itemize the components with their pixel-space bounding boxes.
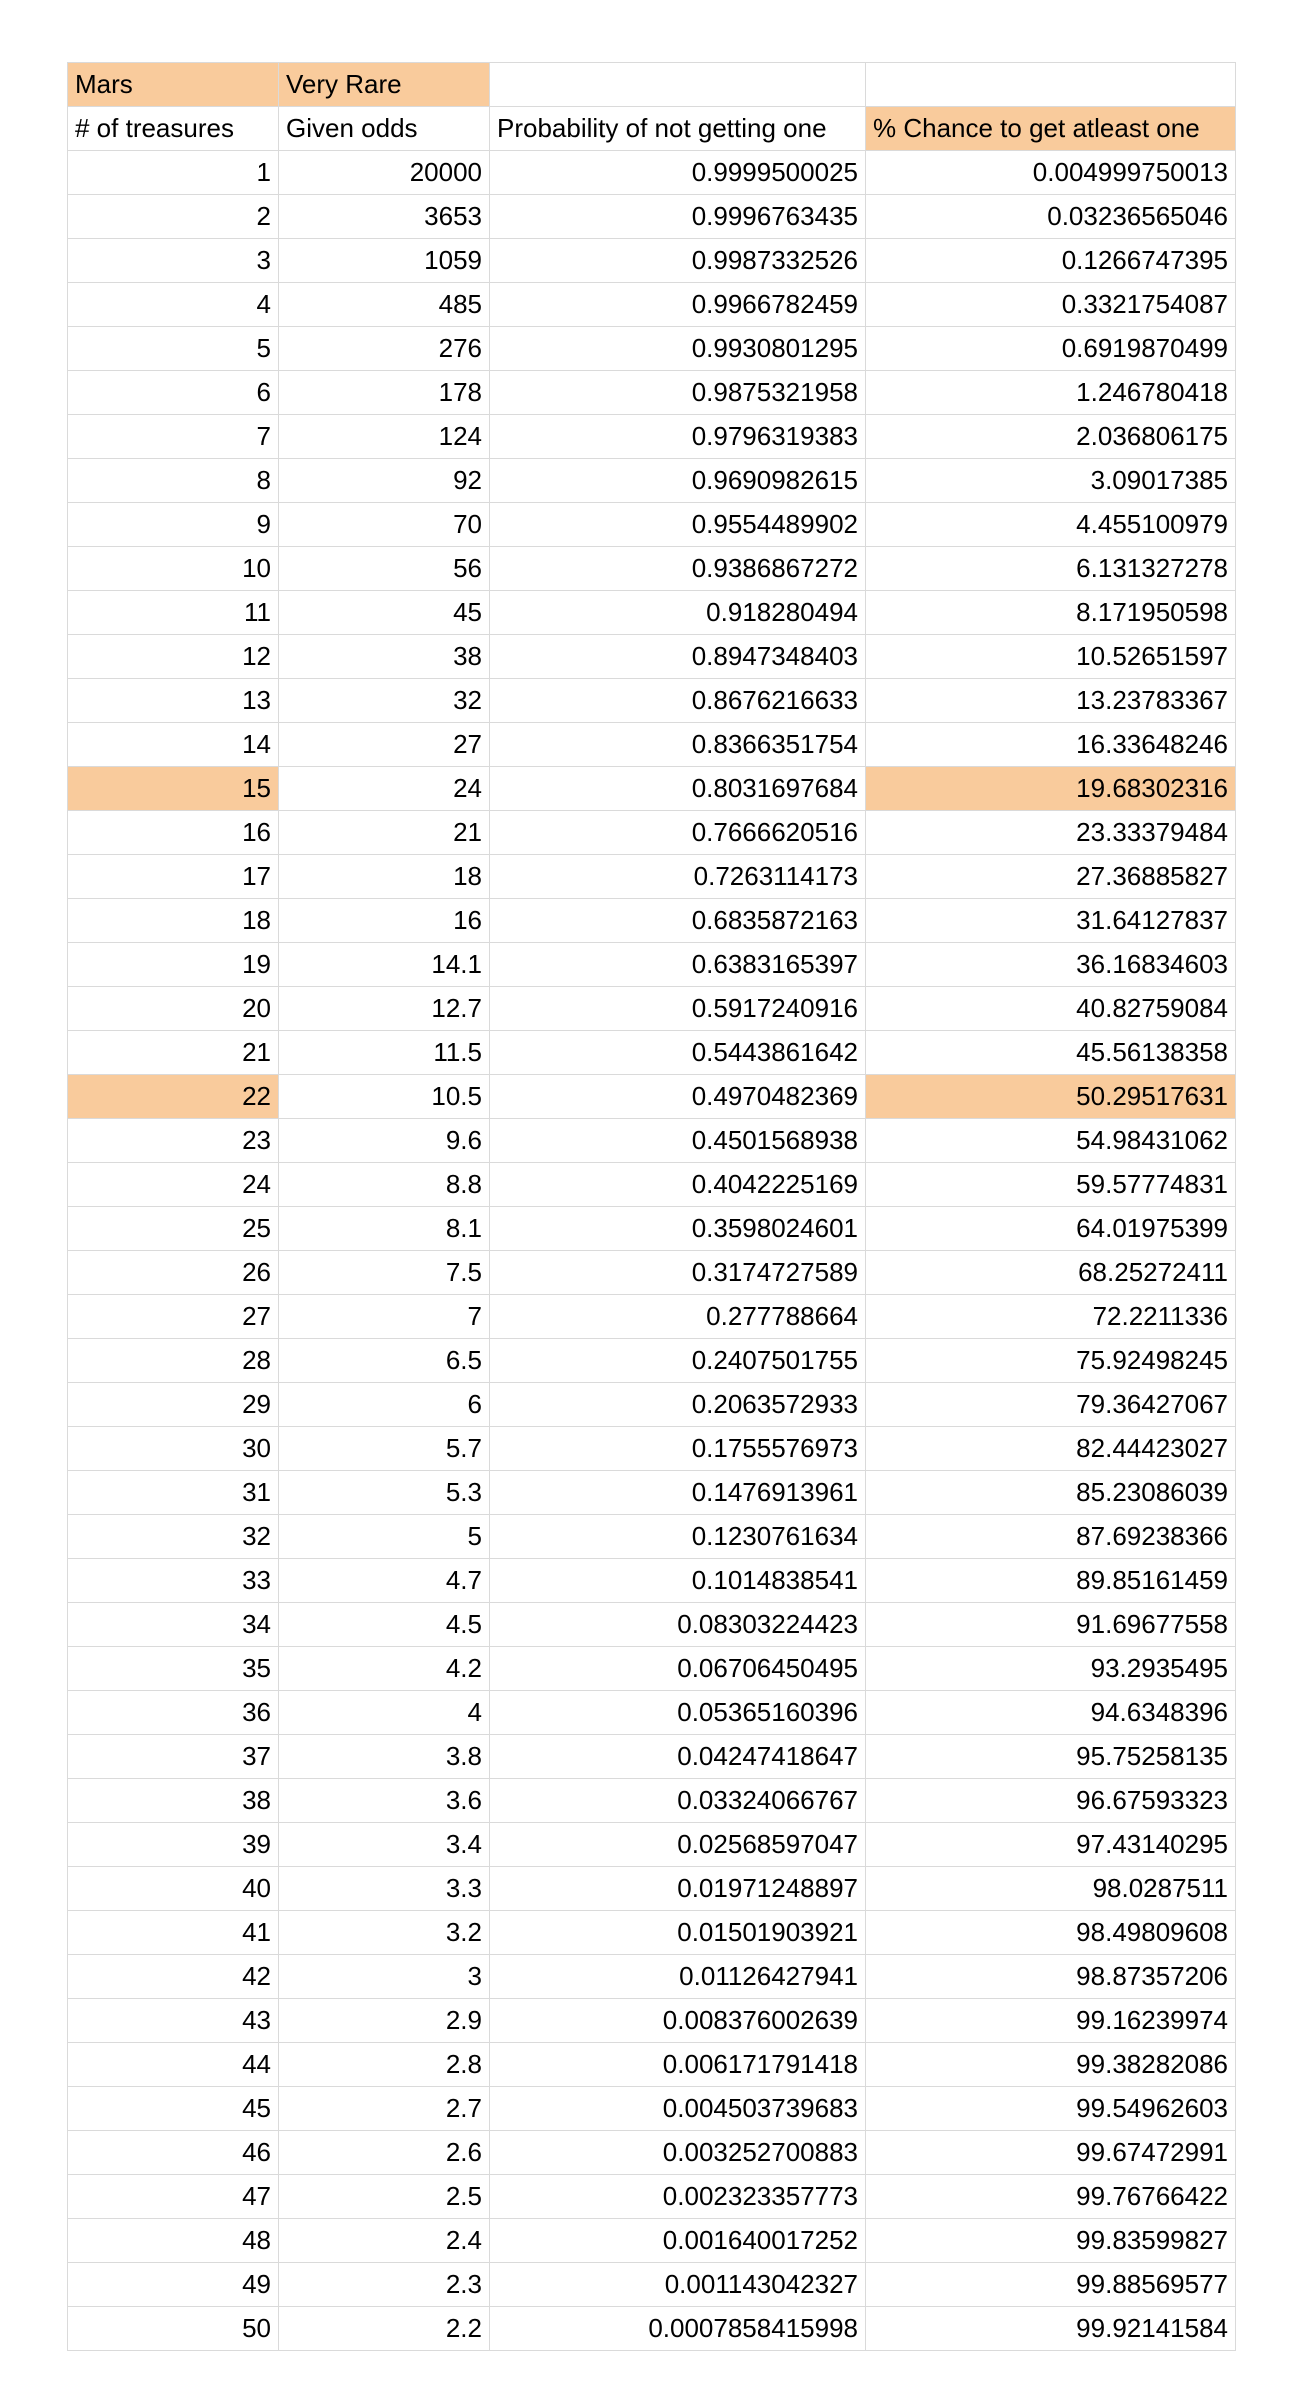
cell-prob-not-getting[interactable]: 0.918280494	[490, 591, 866, 635]
cell-prob-not-getting[interactable]: 0.9875321958	[490, 371, 866, 415]
cell-prob-not-getting[interactable]: 0.001640017252	[490, 2219, 866, 2263]
cell-treasure-count[interactable]: 23	[68, 1119, 279, 1163]
cell-prob-not-getting[interactable]: 0.7666620516	[490, 811, 866, 855]
table-row	[68, 371, 1236, 415]
cell-given-odds[interactable]: 485	[279, 283, 490, 327]
cell-chance-atleast-one[interactable]: 91.69677558	[866, 1603, 1236, 1647]
cell-chance-atleast-one[interactable]: 99.92141584	[866, 2307, 1236, 2351]
table-row	[68, 635, 1236, 679]
cell-chance-atleast-one[interactable]: 87.69238366	[866, 1515, 1236, 1559]
cell-chance-atleast-one[interactable]: 23.33379484	[866, 811, 1236, 855]
spreadsheet-grid	[67, 62, 1236, 2351]
cell-treasure-count[interactable]: 22	[68, 1075, 279, 1119]
cell-chance-atleast-one[interactable]: 4.455100979	[866, 503, 1236, 547]
cell-given-odds[interactable]: 2.4	[279, 2219, 490, 2263]
table-row	[68, 2175, 1236, 2219]
cell-prob-not-getting[interactable]: 0.06706450495	[490, 1647, 866, 1691]
spreadsheet-body	[68, 63, 1236, 2351]
cell-given-odds[interactable]: 92	[279, 459, 490, 503]
cell-given-odds[interactable]: 7.5	[279, 1251, 490, 1295]
table-row	[68, 2087, 1236, 2131]
header-cell-prob-not-getting[interactable]: Probability of not getting one	[490, 107, 866, 151]
cell-chance-atleast-one[interactable]: 99.16239974	[866, 1999, 1236, 2043]
table-row	[68, 1471, 1236, 1515]
cell-prob-not-getting[interactable]: 0.3174727589	[490, 1251, 866, 1295]
cell-prob-not-getting[interactable]: 0.4042225169	[490, 1163, 866, 1207]
cell-given-odds[interactable]: 4	[279, 1691, 490, 1735]
cell-chance-atleast-one[interactable]: 0.1266747395	[866, 239, 1236, 283]
cell-prob-not-getting[interactable]: 0.001143042327	[490, 2263, 866, 2307]
cell-treasure-count[interactable]: 11	[68, 591, 279, 635]
cell-prob-not-getting[interactable]: 0.6383165397	[490, 943, 866, 987]
cell-given-odds[interactable]: 2.8	[279, 2043, 490, 2087]
cell-prob-not-getting[interactable]: 0.4970482369	[490, 1075, 866, 1119]
cell-prob-not-getting[interactable]: 0.01971248897	[490, 1867, 866, 1911]
cell-chance-atleast-one[interactable]: 93.2935495	[866, 1647, 1236, 1691]
cell-chance-atleast-one[interactable]: 6.131327278	[866, 547, 1236, 591]
cell-chance-atleast-one[interactable]: 85.23086039	[866, 1471, 1236, 1515]
cell-treasure-count[interactable]: 40	[68, 1867, 279, 1911]
cell-treasure-count[interactable]: 5	[68, 327, 279, 371]
table-row	[68, 1075, 1236, 1119]
cell-planet-name[interactable]: Mars	[68, 63, 279, 107]
cell-prob-not-getting[interactable]: 0.3598024601	[490, 1207, 866, 1251]
table-row	[68, 943, 1236, 987]
cell-prob-not-getting[interactable]: 0.002323357773	[490, 2175, 866, 2219]
table-row	[68, 1735, 1236, 1779]
table-row	[68, 1867, 1236, 1911]
cell-treasure-count[interactable]: 6	[68, 371, 279, 415]
cell-treasure-count[interactable]: 31	[68, 1471, 279, 1515]
cell-given-odds[interactable]: 2.9	[279, 1999, 490, 2043]
cell-chance-atleast-one[interactable]: 94.6348396	[866, 1691, 1236, 1735]
cell-chance-atleast-one[interactable]: 95.75258135	[866, 1735, 1236, 1779]
cell-chance-atleast-one[interactable]: 99.88569577	[866, 2263, 1236, 2307]
cell-given-odds[interactable]: 24	[279, 767, 490, 811]
cell-treasure-count[interactable]: 33	[68, 1559, 279, 1603]
cell-given-odds[interactable]: 2.5	[279, 2175, 490, 2219]
cell-prob-not-getting[interactable]: 0.01501903921	[490, 1911, 866, 1955]
cell-prob-not-getting[interactable]: 0.1476913961	[490, 1471, 866, 1515]
cell-treasure-count[interactable]: 44	[68, 2043, 279, 2087]
cell-given-odds[interactable]: 276	[279, 327, 490, 371]
cell-treasure-count[interactable]: 4	[68, 283, 279, 327]
table-row	[68, 987, 1236, 1031]
table-row	[68, 1295, 1236, 1339]
header-cell-chance-atleast-one[interactable]: % Chance to get atleast one	[866, 107, 1236, 151]
cell-prob-not-getting[interactable]: 0.1014838541	[490, 1559, 866, 1603]
cell-prob-not-getting[interactable]: 0.008376002639	[490, 1999, 866, 2043]
cell-given-odds[interactable]: 14.1	[279, 943, 490, 987]
cell-treasure-count[interactable]: 28	[68, 1339, 279, 1383]
table-row	[68, 1911, 1236, 1955]
cell-treasure-count[interactable]: 10	[68, 547, 279, 591]
cell-treasure-count[interactable]: 50	[68, 2307, 279, 2351]
cell-treasure-count[interactable]: 37	[68, 1735, 279, 1779]
table-row	[68, 547, 1236, 591]
cell-chance-atleast-one[interactable]: 96.67593323	[866, 1779, 1236, 1823]
cell-prob-not-getting[interactable]: 0.8366351754	[490, 723, 866, 767]
table-row	[68, 283, 1236, 327]
cell-prob-not-getting[interactable]: 0.04247418647	[490, 1735, 866, 1779]
cell-chance-atleast-one[interactable]: 45.56138358	[866, 1031, 1236, 1075]
cell-given-odds[interactable]: 8.1	[279, 1207, 490, 1251]
cell-given-odds[interactable]: 45	[279, 591, 490, 635]
table-row	[68, 1647, 1236, 1691]
table-row	[68, 2131, 1236, 2175]
table-row	[68, 2219, 1236, 2263]
cell-treasure-count[interactable]: 27	[68, 1295, 279, 1339]
cell-prob-not-getting[interactable]: 0.9996763435	[490, 195, 866, 239]
cell-prob-not-getting[interactable]: 0.4501568938	[490, 1119, 866, 1163]
cell-given-odds[interactable]: 32	[279, 679, 490, 723]
cell-chance-atleast-one[interactable]: 99.54962603	[866, 2087, 1236, 2131]
cell-treasure-count[interactable]: 25	[68, 1207, 279, 1251]
cell-treasure-count[interactable]: 21	[68, 1031, 279, 1075]
table-row	[68, 1691, 1236, 1735]
header-cell-given-odds[interactable]: Given odds	[279, 107, 490, 151]
cell-given-odds[interactable]: 56	[279, 547, 490, 591]
cell-prob-not-getting[interactable]: 0.1755576973	[490, 1427, 866, 1471]
cell-given-odds[interactable]: 11.5	[279, 1031, 490, 1075]
cell-prob-not-getting[interactable]: 0.02568597047	[490, 1823, 866, 1867]
cell-given-odds[interactable]: 5	[279, 1515, 490, 1559]
cell-chance-atleast-one[interactable]: 13.23783367	[866, 679, 1236, 723]
cell-treasure-count[interactable]: 20	[68, 987, 279, 1031]
cell-chance-atleast-one[interactable]: 3.09017385	[866, 459, 1236, 503]
cell-rarity[interactable]: Very Rare	[279, 63, 490, 107]
cell-chance-atleast-one[interactable]: 0.6919870499	[866, 327, 1236, 371]
title-row	[68, 63, 1236, 107]
table-row	[68, 1603, 1236, 1647]
cell-prob-not-getting[interactable]: 0.9796319383	[490, 415, 866, 459]
cell-given-odds[interactable]: 2.7	[279, 2087, 490, 2131]
cell-chance-atleast-one[interactable]: 0.3321754087	[866, 283, 1236, 327]
cell-treasure-count[interactable]: 14	[68, 723, 279, 767]
cell-chance-atleast-one[interactable]: 54.98431062	[866, 1119, 1236, 1163]
header-cell-treasures[interactable]: # of treasures	[68, 107, 279, 151]
table-row	[68, 415, 1236, 459]
cell-chance-atleast-one[interactable]: 16.33648246	[866, 723, 1236, 767]
table-row	[68, 2307, 1236, 2351]
table-row	[68, 723, 1236, 767]
cell-treasure-count[interactable]: 16	[68, 811, 279, 855]
table-row	[68, 1823, 1236, 1867]
cell-given-odds[interactable]: 18	[279, 855, 490, 899]
cell-treasure-count[interactable]: 36	[68, 1691, 279, 1735]
cell-treasure-count[interactable]: 3	[68, 239, 279, 283]
table-row	[68, 1383, 1236, 1427]
cell-prob-not-getting[interactable]: 0.5443861642	[490, 1031, 866, 1075]
table-row	[68, 855, 1236, 899]
cell-chance-atleast-one[interactable]: 89.85161459	[866, 1559, 1236, 1603]
cell-chance-atleast-one[interactable]: 0.004999750013	[866, 151, 1236, 195]
cell-chance-atleast-one[interactable]: 79.36427067	[866, 1383, 1236, 1427]
cell-given-odds[interactable]: 4.7	[279, 1559, 490, 1603]
cell-given-odds[interactable]: 2.6	[279, 2131, 490, 2175]
cell-chance-atleast-one[interactable]: 1.246780418	[866, 371, 1236, 415]
cell-given-odds[interactable]: 6	[279, 1383, 490, 1427]
cell-prob-not-getting[interactable]: 0.8031697684	[490, 767, 866, 811]
table-row	[68, 151, 1236, 195]
cell-prob-not-getting[interactable]: 0.2063572933	[490, 1383, 866, 1427]
cell-empty[interactable]	[866, 63, 1236, 107]
table-row	[68, 195, 1236, 239]
table-row	[68, 1031, 1236, 1075]
table-row	[68, 1559, 1236, 1603]
cell-given-odds[interactable]: 70	[279, 503, 490, 547]
table-row	[68, 899, 1236, 943]
table-row	[68, 1515, 1236, 1559]
cell-chance-atleast-one[interactable]: 0.03236565046	[866, 195, 1236, 239]
cell-given-odds[interactable]: 9.6	[279, 1119, 490, 1163]
cell-chance-atleast-one[interactable]: 99.76766422	[866, 2175, 1236, 2219]
cell-treasure-count[interactable]: 8	[68, 459, 279, 503]
cell-prob-not-getting[interactable]: 0.004503739683	[490, 2087, 866, 2131]
cell-treasure-count[interactable]: 12	[68, 635, 279, 679]
table-row	[68, 1251, 1236, 1295]
cell-chance-atleast-one[interactable]: 82.44423027	[866, 1427, 1236, 1471]
cell-chance-atleast-one[interactable]: 68.25272411	[866, 1251, 1236, 1295]
cell-treasure-count[interactable]: 32	[68, 1515, 279, 1559]
cell-prob-not-getting[interactable]: 0.9554489902	[490, 503, 866, 547]
table-row	[68, 591, 1236, 635]
cell-given-odds[interactable]: 27	[279, 723, 490, 767]
cell-given-odds[interactable]: 5.7	[279, 1427, 490, 1471]
cell-treasure-count[interactable]: 45	[68, 2087, 279, 2131]
cell-chance-atleast-one[interactable]: 99.38282086	[866, 2043, 1236, 2087]
cell-given-odds[interactable]: 2.2	[279, 2307, 490, 2351]
cell-given-odds[interactable]: 21	[279, 811, 490, 855]
cell-prob-not-getting[interactable]: 0.1230761634	[490, 1515, 866, 1559]
cell-given-odds[interactable]: 3	[279, 1955, 490, 1999]
cell-prob-not-getting[interactable]: 0.006171791418	[490, 2043, 866, 2087]
cell-treasure-count[interactable]: 13	[68, 679, 279, 723]
cell-prob-not-getting[interactable]: 0.6835872163	[490, 899, 866, 943]
cell-treasure-count[interactable]: 35	[68, 1647, 279, 1691]
table-row	[68, 1999, 1236, 2043]
cell-chance-atleast-one[interactable]: 98.87357206	[866, 1955, 1236, 1999]
cell-treasure-count[interactable]: 7	[68, 415, 279, 459]
cell-treasure-count[interactable]: 47	[68, 2175, 279, 2219]
cell-given-odds[interactable]: 3.3	[279, 1867, 490, 1911]
cell-prob-not-getting[interactable]: 0.0007858415998	[490, 2307, 866, 2351]
table-row	[68, 767, 1236, 811]
cell-chance-atleast-one[interactable]: 50.29517631	[866, 1075, 1236, 1119]
cell-treasure-count[interactable]: 17	[68, 855, 279, 899]
cell-given-odds[interactable]: 124	[279, 415, 490, 459]
cell-prob-not-getting[interactable]: 0.8676216633	[490, 679, 866, 723]
cell-treasure-count[interactable]: 38	[68, 1779, 279, 1823]
cell-given-odds[interactable]: 3.8	[279, 1735, 490, 1779]
cell-chance-atleast-one[interactable]: 31.64127837	[866, 899, 1236, 943]
table-row	[68, 1955, 1236, 1999]
cell-given-odds[interactable]: 178	[279, 371, 490, 415]
cell-prob-not-getting[interactable]: 0.08303224423	[490, 1603, 866, 1647]
cell-prob-not-getting[interactable]: 0.2407501755	[490, 1339, 866, 1383]
table-row	[68, 503, 1236, 547]
table-row	[68, 1207, 1236, 1251]
table-row	[68, 1779, 1236, 1823]
cell-treasure-count[interactable]: 48	[68, 2219, 279, 2263]
cell-chance-atleast-one[interactable]: 98.0287511	[866, 1867, 1236, 1911]
cell-chance-atleast-one[interactable]: 99.67472991	[866, 2131, 1236, 2175]
cell-treasure-count[interactable]: 29	[68, 1383, 279, 1427]
cell-prob-not-getting[interactable]: 0.9987332526	[490, 239, 866, 283]
cell-given-odds[interactable]: 10.5	[279, 1075, 490, 1119]
cell-prob-not-getting[interactable]: 0.9930801295	[490, 327, 866, 371]
cell-treasure-count[interactable]: 43	[68, 1999, 279, 2043]
cell-treasure-count[interactable]: 2	[68, 195, 279, 239]
cell-treasure-count[interactable]: 42	[68, 1955, 279, 1999]
cell-chance-atleast-one[interactable]: 40.82759084	[866, 987, 1236, 1031]
cell-treasure-count[interactable]: 41	[68, 1911, 279, 1955]
cell-chance-atleast-one[interactable]: 27.36885827	[866, 855, 1236, 899]
cell-prob-not-getting[interactable]: 0.9966782459	[490, 283, 866, 327]
table-row	[68, 327, 1236, 371]
cell-prob-not-getting[interactable]: 0.5917240916	[490, 987, 866, 1031]
cell-treasure-count[interactable]: 19	[68, 943, 279, 987]
cell-prob-not-getting[interactable]: 0.8947348403	[490, 635, 866, 679]
cell-prob-not-getting[interactable]: 0.277788664	[490, 1295, 866, 1339]
cell-prob-not-getting[interactable]: 0.03324066767	[490, 1779, 866, 1823]
cell-chance-atleast-one[interactable]: 98.49809608	[866, 1911, 1236, 1955]
cell-chance-atleast-one[interactable]: 2.036806175	[866, 415, 1236, 459]
table-row	[68, 679, 1236, 723]
cell-given-odds[interactable]: 2.3	[279, 2263, 490, 2307]
cell-chance-atleast-one[interactable]: 72.2211336	[866, 1295, 1236, 1339]
cell-prob-not-getting[interactable]: 0.7263114173	[490, 855, 866, 899]
cell-given-odds[interactable]: 4.2	[279, 1647, 490, 1691]
cell-chance-atleast-one[interactable]: 64.01975399	[866, 1207, 1236, 1251]
cell-empty[interactable]	[490, 63, 866, 107]
cell-treasure-count[interactable]: 1	[68, 151, 279, 195]
cell-chance-atleast-one[interactable]: 8.171950598	[866, 591, 1236, 635]
cell-treasure-count[interactable]: 39	[68, 1823, 279, 1867]
cell-given-odds[interactable]: 3.4	[279, 1823, 490, 1867]
cell-treasure-count[interactable]: 24	[68, 1163, 279, 1207]
cell-given-odds[interactable]: 12.7	[279, 987, 490, 1031]
cell-prob-not-getting[interactable]: 0.01126427941	[490, 1955, 866, 1999]
cell-chance-atleast-one[interactable]: 59.57774831	[866, 1163, 1236, 1207]
table-row	[68, 1427, 1236, 1471]
table-row	[68, 2263, 1236, 2307]
cell-treasure-count[interactable]: 46	[68, 2131, 279, 2175]
table-row	[68, 811, 1236, 855]
cell-given-odds[interactable]: 6.5	[279, 1339, 490, 1383]
cell-chance-atleast-one[interactable]: 36.16834603	[866, 943, 1236, 987]
cell-chance-atleast-one[interactable]: 75.92498245	[866, 1339, 1236, 1383]
cell-treasure-count[interactable]: 30	[68, 1427, 279, 1471]
cell-given-odds[interactable]: 5.3	[279, 1471, 490, 1515]
cell-given-odds[interactable]: 8.8	[279, 1163, 490, 1207]
table-row	[68, 239, 1236, 283]
cell-given-odds[interactable]: 1059	[279, 239, 490, 283]
cell-chance-atleast-one[interactable]: 19.68302316	[866, 767, 1236, 811]
cell-treasure-count[interactable]: 26	[68, 1251, 279, 1295]
cell-treasure-count[interactable]: 49	[68, 2263, 279, 2307]
cell-prob-not-getting[interactable]: 0.05365160396	[490, 1691, 866, 1735]
cell-treasure-count[interactable]: 9	[68, 503, 279, 547]
cell-given-odds[interactable]: 20000	[279, 151, 490, 195]
cell-chance-atleast-one[interactable]: 97.43140295	[866, 1823, 1236, 1867]
table-row	[68, 2043, 1236, 2087]
cell-treasure-count[interactable]: 18	[68, 899, 279, 943]
cell-given-odds[interactable]: 3.2	[279, 1911, 490, 1955]
cell-prob-not-getting[interactable]: 0.9690982615	[490, 459, 866, 503]
table-row	[68, 1339, 1236, 1383]
cell-given-odds[interactable]: 4.5	[279, 1603, 490, 1647]
cell-chance-atleast-one[interactable]: 99.83599827	[866, 2219, 1236, 2263]
cell-given-odds[interactable]: 3.6	[279, 1779, 490, 1823]
cell-prob-not-getting[interactable]: 0.9386867272	[490, 547, 866, 591]
cell-given-odds[interactable]: 16	[279, 899, 490, 943]
cell-given-odds[interactable]: 3653	[279, 195, 490, 239]
table-row	[68, 459, 1236, 503]
cell-given-odds[interactable]: 7	[279, 1295, 490, 1339]
cell-given-odds[interactable]: 38	[279, 635, 490, 679]
cell-chance-atleast-one[interactable]: 10.52651597	[866, 635, 1236, 679]
cell-prob-not-getting[interactable]: 0.9999500025	[490, 151, 866, 195]
table-row	[68, 1163, 1236, 1207]
cell-treasure-count[interactable]: 15	[68, 767, 279, 811]
cell-prob-not-getting[interactable]: 0.003252700883	[490, 2131, 866, 2175]
header-row	[68, 107, 1236, 151]
cell-treasure-count[interactable]: 34	[68, 1603, 279, 1647]
table-row	[68, 1119, 1236, 1163]
